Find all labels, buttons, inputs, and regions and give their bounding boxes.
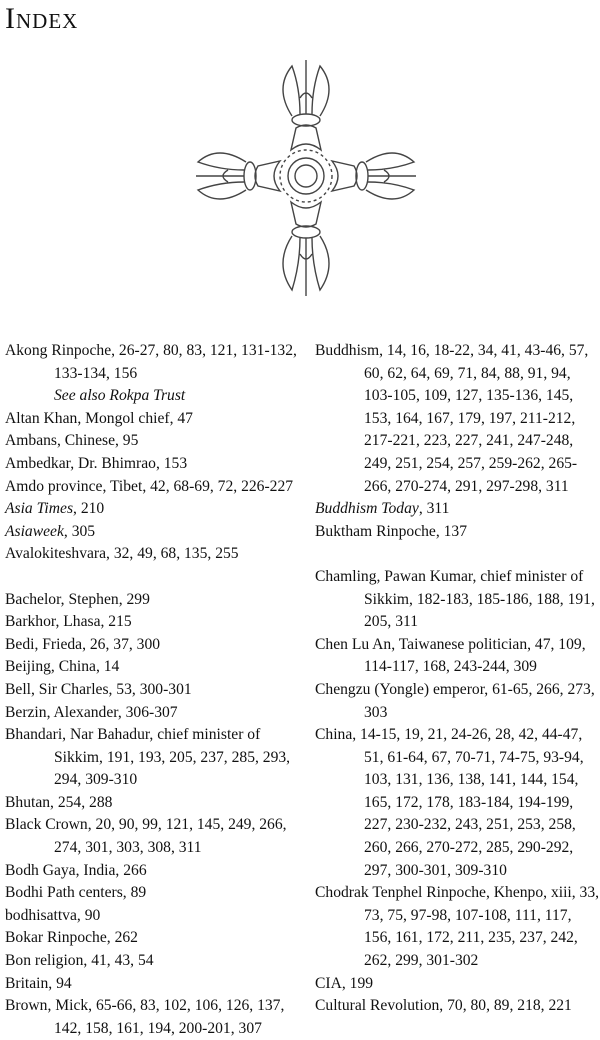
index-entry: Buddhism, 14, 16, 18-22, 34, 41, 43-46, 57, 60, 62, 64, 69, 71, 84, 88, 91, 94, 103-105, 109, 127, 135-136, 145, 153, 164, 167, 179, 197, 211-212, 217-221, 223, 227, 241, 247-248, 249, 251, 254, 257, 259-262, 265-266, 270-274, 291, 297-298, 311 xyxy=(315,342,589,495)
index-entry: Britain, 94 xyxy=(5,974,72,992)
index-entry xyxy=(315,498,600,521)
page-title: Index xyxy=(5,2,79,35)
index-entry: Akong Rinpoche, 26-27, 80, 83, 121, 131-132, 133-134, 156 xyxy=(5,342,297,382)
index-entry-pages: , 210 xyxy=(73,500,105,518)
index-entry: Chodrak Tenphel Rinpoche, Khenpo, xiii, 33, 73, 75, 97-98, 107-108, 111, 117, 156, 161, 172, 211, 235, 237, 242, 262, 299, 301-302 xyxy=(315,884,600,970)
index-entry: Barkhor, Lhasa, 215 xyxy=(5,613,132,631)
index-entry: China, 14-15, 19, 21, 24-26, 28, 42, 44-47, 51, 61-64, 67, 70-71, 74-75, 93-94, 103, 131, 136, 138, 141, 144, 154, 165, 172, 178, 183-184, 194-199, 227, 230-232, 243, 251, 253, 258, 260, 266, 270-272, 285, 290-292, 297, 300-301, 309-310 xyxy=(315,726,584,879)
index-entry-title: Asiaweek xyxy=(5,522,64,540)
index-entry: Black Crown, 20, 90, 99, 121, 145, 249, 266, 274, 301, 303, 308, 311 xyxy=(5,816,287,857)
index-entry: Avalokiteshvara, 32, 49, 68, 135, 255 xyxy=(5,545,239,563)
double-vajra-icon xyxy=(196,58,416,298)
index-entry: Chengzu (Yongle) emperor, 61-65, 266, 273, 303 xyxy=(315,680,595,721)
index-see-also: See also Rokpa Trust xyxy=(54,387,186,405)
index-entry: bodhisattva, 90 xyxy=(5,906,101,924)
index-entry: Chen Lu An, Taiwanese politician, 47, 109, 114-117, 168, 243-244, 309 xyxy=(315,635,586,676)
index-entry: Berzin, Alexander, 306-307 xyxy=(5,703,178,721)
index-entry: Beijing, China, 14 xyxy=(5,658,120,676)
index-entry: Bokar Rinpoche, 262 xyxy=(5,929,138,947)
index-entry: Buktham Rinpoche, 137 xyxy=(315,522,468,540)
index-entry: Cultural Revolution, 70, 80, 89, 218, 221 xyxy=(315,997,572,1015)
index-entry-title: Asia Times xyxy=(5,500,74,518)
index-entry: CIA, 199 xyxy=(315,974,374,992)
index-entry: Altan Khan, Mongol chief, 47 xyxy=(5,409,193,427)
index-entry-title: Buddhism Today xyxy=(315,500,419,518)
index-entry-pages: , 305 xyxy=(63,522,96,540)
index-entry: Bon religion, 41, 43, 54 xyxy=(5,952,154,970)
index-entry: Amdo province, Tibet, 42, 68-69, 72, 226-227 xyxy=(5,477,294,495)
index-entry xyxy=(5,521,297,544)
index-entry: Bhandari, Nar Bahadur, chief minister of Sikkim, 191, 193, 205, 237, 285, 293, 294, 309-310 xyxy=(5,726,291,789)
section-gap xyxy=(315,543,600,566)
index-entry: Bachelor, Stephen, 299 xyxy=(5,590,150,608)
index-column-right xyxy=(315,340,600,1018)
index-entry: Bhutan, 254, 288 xyxy=(5,793,113,811)
index-entry: Chamling, Pawan Kumar, chief minister of Sikkim, 182-183, 185-186, 188, 191, 205, 311 xyxy=(315,567,595,631)
index-entry: Bodhi Path centers, 89 xyxy=(5,884,147,902)
index-column-left xyxy=(5,340,297,1040)
index-entry: Brown, Mick, 65-66, 83, 102, 106, 126, 137, 142, 158, 161, 194, 200-201, 307 xyxy=(5,997,285,1037)
index-entry-pages: , 311 xyxy=(418,500,450,518)
index-entry xyxy=(5,498,297,521)
index-entry: Bedi, Frieda, 26, 37, 300 xyxy=(5,635,161,653)
section-gap xyxy=(5,566,297,589)
index-entry: Ambans, Chinese, 95 xyxy=(5,432,139,450)
index-entry: Bodh Gaya, India, 266 xyxy=(5,861,147,879)
index-entry: Ambedkar, Dr. Bhimrao, 153 xyxy=(5,454,188,472)
index-entry: Bell, Sir Charles, 53, 300-301 xyxy=(5,680,192,698)
